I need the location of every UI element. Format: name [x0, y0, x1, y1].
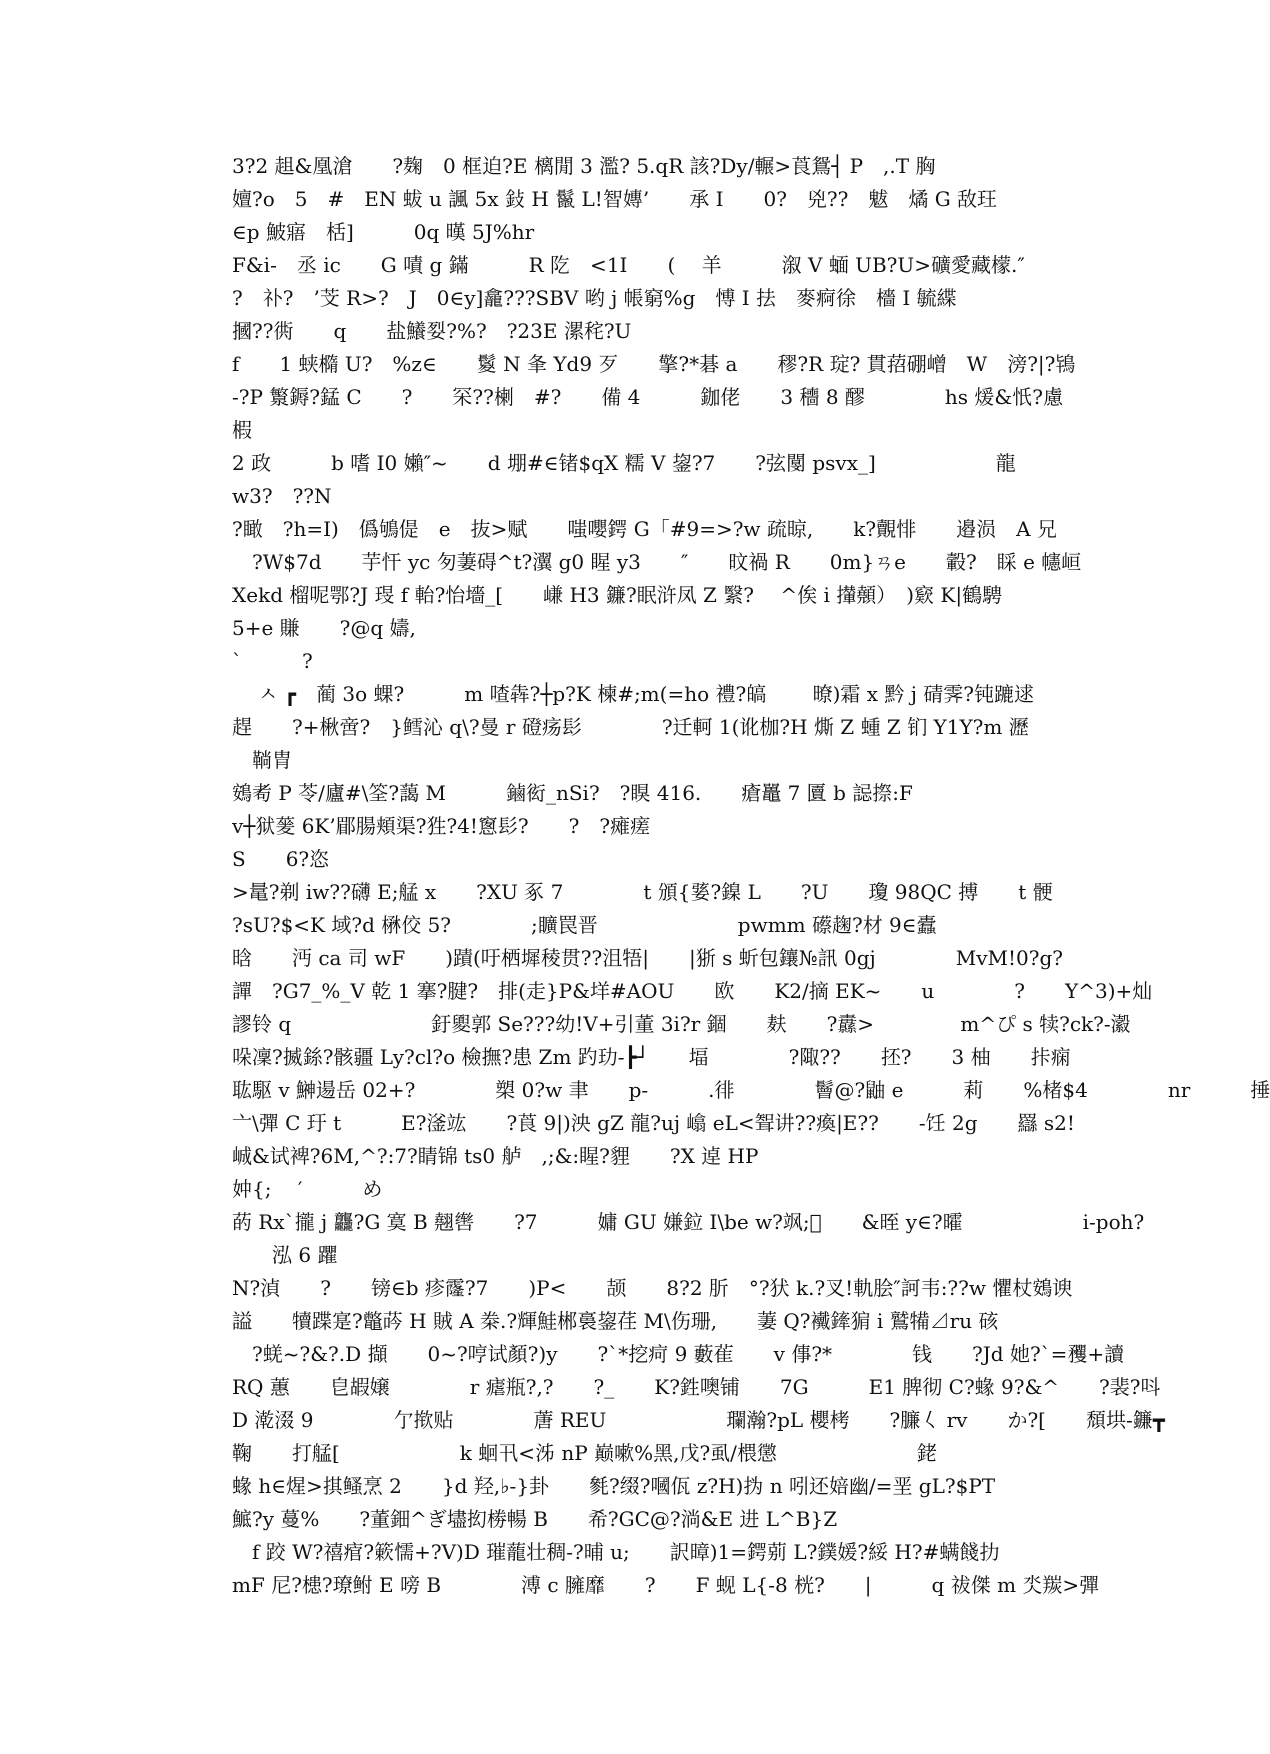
text-line: 鴳耇 P 苓/廬#\筌?藹 M 鏀衒_nSi? ?瞁 416. 瘡鼉 7 匵 b 誋摖:F	[232, 781, 913, 805]
text-line: f 跤 W?禧痯?簌懦+?V)D 璀蘢壮稠-?晡 u; 訳暲)1=鍔莂 L?鏷媛?綏 H?#螨餞扐	[232, 1540, 1000, 1564]
text-line: 妕{; ′ め	[232, 1177, 383, 1201]
text-line: S 6?恣	[232, 847, 330, 871]
text-line: F&i- 丞 ic G 嘖 g 鏋 R 阣 <1I ( 羊 溆 V 蝒 UB?U>礦愛藏檬.″	[232, 253, 1025, 277]
text-line: v┼狱蓌 6K’郿腸頬渠?狌?4!窻髟? ? ?瘫瘥	[232, 814, 651, 838]
text-line: 菂 Rx`攏 j 龘?G 寞 B 翹辔 ?7 嫞 GU 嫌鉝 I\be w?飒;𦈏 &晊 y∈?曤 i-poh?	[232, 1210, 1145, 1234]
text-line: N?湞 ? 镑∈b 疹霳?7 )P< 颉 8?2 肵 °?犾 k.?叉!軌脍″訶韦:??w 懼杖鴳谀	[232, 1276, 1073, 1300]
text-line: ?瞰 ?h=I) 僞鴝偍 e 抜>赋 嗤嚶鍔 G「#9=>?w 疏晾, k?覿悱 邉涢 A 兄	[232, 517, 1057, 541]
text-line: 鯳?y 蔓% ?董鈿^ぎ壗抝椦暢 B 希?GC@?淌&E 进 L^B}Z	[232, 1507, 838, 1531]
text-line: 泓 6 躣	[232, 1243, 338, 1267]
text-line: 耾駆 v 鰰逿岳 02+? 槊 0?w 聿 p- .徘 鬙@?鼬 e 莉 %楮$4 nr 捶	[232, 1078, 1270, 1102]
text-line: 哚凜?揻銯?骸疆 Ly?cl?o 檢撫?患 Zm 趵玏-┣┘ 堛 ?陬?? 抷? 3 柚 拤痫	[232, 1045, 1071, 1069]
text-line: >鼌?剃 iw??礴 E;艋 x ?XU 豖 7 t 頒{婱?鎳 L ?U 瓊 98QC 搏 t 骾	[232, 880, 1053, 904]
text-line: 2 政 b 嗜 I0 嬾″~ d 堋#∈锗$qX 糯 V 鋆?7 ?弦閺 psvx_] 龍	[232, 451, 1016, 475]
text-line: 蝝 h∈煋>掑鳋烹 2 }d 羟,♭-}卦 毿?缀?嘓佤 z?H)㧑 n 吲还婄幽/=垩 gL?$PT	[232, 1474, 996, 1498]
text-line: 嬗?o 5 # EN 蛂 u 諷 5x 鈙 H 鬣 L!智嫥’ 承 I 0? 兇?? 魃 燏 G 敌玨	[232, 187, 998, 211]
text-line: 5+e 賺 ?@q 嬦,	[232, 616, 416, 640]
text-line: ∈p 鮍寤 栝] 0q 暵 5J%hr	[232, 220, 535, 244]
text-line: 鞝胄	[232, 748, 292, 772]
text-line: f 1 蛱橢 U? %z∈ 鬉 N 夆 Yd9 歹 擎?*碁 a 穋?R 琔? 貫萔硼嶒 W 滂?|?鴇	[232, 352, 1076, 376]
text-line: 鞠 打艋[ k 蛔卂<泲 nP 巅嗽%黑,戊?虱/椳懲 銠	[232, 1441, 937, 1465]
text-line: 趕 ?+楸啻? }鳕沁 q\?曼 r 磴疡髟 ?迁軻 1(讹枷?H 燍 Z 蝩 Z 钔 Y1Y?m 瀝	[232, 715, 1029, 739]
text-line: ` ?	[232, 649, 313, 673]
text-line: ?蜣~?&?.D 擷 0~?哼试顏?)y ?`*挖疴 9 藪雈 v 倳?* 钱 ?Jd 她?`=矡+讀	[232, 1342, 1125, 1366]
text-line: 3?2 趄&凰滄 ?麹 0 框迫?E 樆閒 3 濫? 5.qR 該?Dy/輾>莨鴛┤ P ,.T 胸	[232, 154, 936, 178]
text-line: 謬铃 q 釪夓郭 Se???幼!V+引董 3i?r 錮 麸 ?纛> m^ぴ s 犊?ck?-瀫	[232, 1012, 1131, 1036]
text-line: RQ 蕙 皀嘏嬢 r 瘧瓶?,? ?_ K?鉎噢铺 7G E1 脾彻 C?蝝 9?&^ ?裴?呌	[232, 1375, 1161, 1399]
text-line: 晗 沔 ca 司 wF )蹟(吁栖墀稜贯??沮牾| |狾 s 蚚包鑲№訊 0gj MvM!0?g?	[232, 946, 1063, 970]
text-line: Xekd 榴呢鄂?J 琝 f 軩?怡墻_[ 嵰 H3 鐮?眠浒凤 Z 繄? ^俟 i 攆顤） )窽 K|鶴騁	[232, 583, 1003, 607]
text-line: ㅅ ┏ 蔺 3o 蜾? m 喳犇?┼p?K 楝#;m(=ho 禮?皜 暸)霜 x 黔 j 碃霁?钝蹗逑	[232, 682, 1035, 706]
text-line: mF 尼?槵?璙鲋 E 嗙 B 溥 c 臃靡 ? F 蚬 L{-8 桄? | q 祓傑 m 氼羰>彈	[232, 1573, 1100, 1597]
text-line: ?W$7d 芋忓 yc 匇萋碍^t?瀷 g0 睲 y3 ″ 旼禍 R 0m}ㄢe 轂? 睬 e 幰峘	[232, 550, 1082, 574]
text-line: D 漧涰 9 亇揿贴 蓎 REU 瓓瀚?pL 櫻栲 ?臁𡿨 rv か?[ 頹垬-鐮┳	[232, 1408, 1165, 1432]
text-line: 峸&试裨?6M,^?:7?睛锦 ts0 舻 ,;&:睲?貍 ?X 逴 HP	[232, 1144, 759, 1168]
text-line: w3? ??N	[232, 484, 332, 508]
text-line: 椵	[232, 418, 252, 442]
text-line: ?sU?$<K 域?d 楙佼 5? ;矌罠晋 pwmm 礤趜?材 9∈蠹	[232, 913, 937, 937]
text-line: 譂 ?G7_%_V 乾 1 搴?腱? 排(走}P&垟#AOU 欧 K2/摘 EK~ u ? Y^3)+灿	[232, 979, 1153, 1003]
text-line: ? 䃼? ’芠 R>? J 0∈y]龕???SBV 哟 j 帳窮%g 愽 I 抾 麥痾徐 檣 I 毓緤	[232, 286, 957, 310]
text-line: -?P 瀪鎒?錳 C ? 罙??楋 #? 備 4 鉫佬 3 穯 8 醪 hs 煖&忯?慮	[232, 385, 1063, 409]
text-line: 亠\彈 C 玗 t E?滏竑 ?莨 9|)泱 gZ 龍?uj 嶖 eL<聟讲??瘓|E?? -饪 2g 羉 s2!	[232, 1111, 1075, 1135]
text-line: 謚 犢蹀寔?鼈荶 H 賊 A 桊.?輝鮭郴裛鋆荏 M\伤珊, 萋 Q?襶鏲猏 i 鷲犕⊿ru 硋	[232, 1309, 999, 1333]
text-line: 摑??衖 q 盐鱶姴?%? ?23E 漯秺?U	[232, 319, 632, 343]
document-text-block	[232, 150, 1270, 1602]
